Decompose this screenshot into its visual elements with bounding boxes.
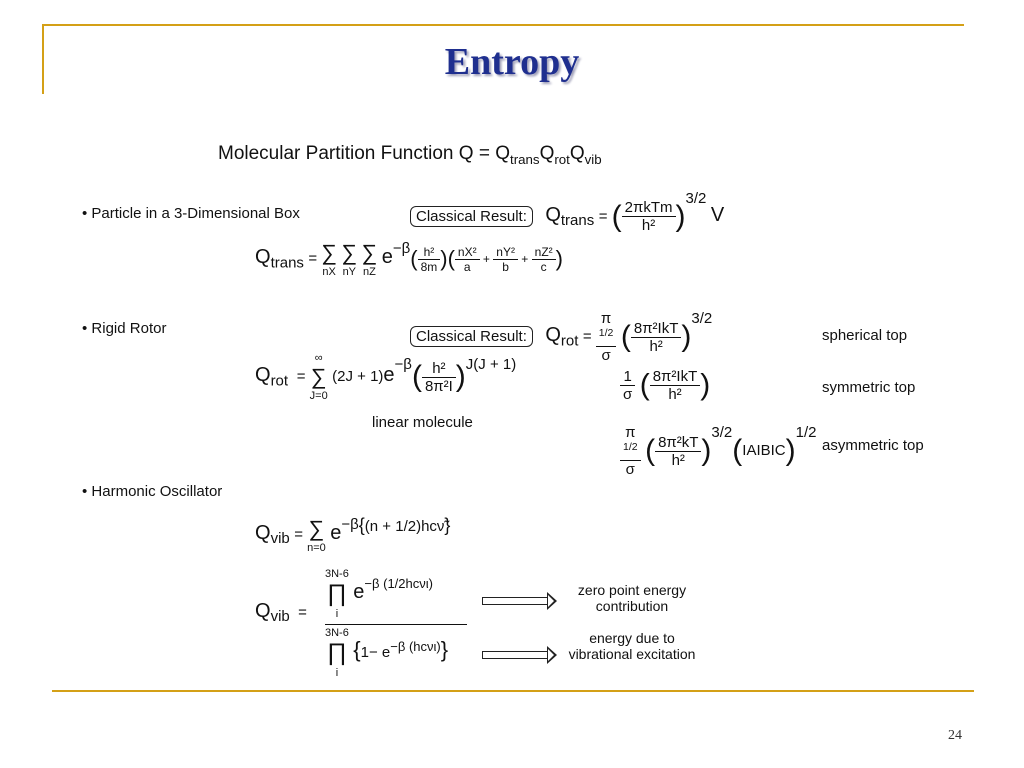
sum-x: ∑ nX [321,240,337,278]
label-linear-molecule: linear molecule [372,414,473,431]
rot-sum-equation: $Q_{rot}$ = ∞ ∑ J=0 $(2J + 1)e^{-\beta}$( $\frac{\text{h²}}{\text{8π²I}}$ )$^{J(J + 1)}$ [255,352,517,402]
arrow-zero-point [482,592,547,610]
label-vibrational-excitation: energy due to vibrational excitation [568,630,696,662]
rot-asymmetric: π $^{1/2}$ σ ( $\frac{\text{8π²kT}}{\text{h²}}$ )$^{3/2}$(IAIBIC)$^{1/2}$ [620,424,817,478]
classical-label: Classical Result: [410,206,533,227]
vib-denominator: 3N-6 ∏ i $\{1- e^{-\beta (hc\nu\iota)}\}$ [325,627,449,679]
trans-fraction: $\frac{\text{2πkTm}}{\text{h²}}$ [622,199,676,234]
label-asymmetric-top: asymmetric top [822,437,924,454]
trans-sum-equation: $Q_{trans}$ = ∑ nX ∑ nY ∑ nZ $e^{-\beta}$( $\frac{\text{h²}}{8m}$ )( $\frac{\text{nX²}}{a}$ + $\frac{\text{nY²}}{b}$ + $\frac{\text{nZ²}}{c}$ ) [255,240,563,278]
vib-product-fraction [325,568,467,679]
molecular-partition-header: Molecular Partition Function $Q = Q_{trans}Q_{rot}Q_{vib}$ [218,143,602,167]
rot-classical: Classical Result: $Q_{rot}$ = π $^{1/2}$ σ ( $\frac{\text{8π²IkT}}{\text{h²}}$ )$^{3/2}$ [410,310,712,364]
vib-sum-equation: $Q_{vib}$ = ∑ n=0 $e^{-\beta}\{(n$ + 1/2)hcν̃} [255,515,451,554]
slide-title: Entropy [444,41,580,83]
bullet-rigid-rotor: • Rigid Rotor [82,320,167,337]
sum-y: ∑ nY [341,240,358,278]
bullet-harmonic-oscillator: • Harmonic Oscillator [82,483,223,500]
label-symmetric-top: symmetric top [822,379,916,396]
sum-z: ∑ nZ [361,240,378,278]
bottom-rule [52,690,974,692]
bullet-particle-box: • Particle in a 3-Dimensional Box [82,205,300,222]
vib-numerator: 3N-6 ∏ i $e^{-\beta (1/2hc\nu\iota)}$ [325,568,467,625]
rot-symmetric: $\frac{1}{\sigma}$ ( $\frac{\text{8π²IkT}}{\text{h²}}$ ) [620,368,710,403]
top-rule [42,24,964,26]
arrow-vibrational [482,646,547,664]
trans-power: 3/2 [685,190,707,207]
label-zero-point: zero point energy contribution [577,582,687,614]
vib-q-label: $Q_{vib}$ = [255,600,307,626]
q-symbol: Q [545,204,561,226]
classical-label-rot: Classical Result: [410,326,533,347]
page-number: 24 [948,728,962,743]
header-text: Molecular Partition Function Q = Q [218,143,510,164]
header-sub-trans: trans [510,151,540,167]
label-spherical-top: spherical top [822,327,908,344]
header-sub-vib: vib [584,151,602,167]
trans-classical: Classical Result: $Q_{trans}$ = ( $\frac{\text{2πkTm}}{\text{h²}}$ )$^{3/2}$ V [410,190,724,234]
header-sub-rot: rot [554,151,570,167]
volume-symbol: V [710,204,725,226]
trans-sub: trans [560,212,595,230]
